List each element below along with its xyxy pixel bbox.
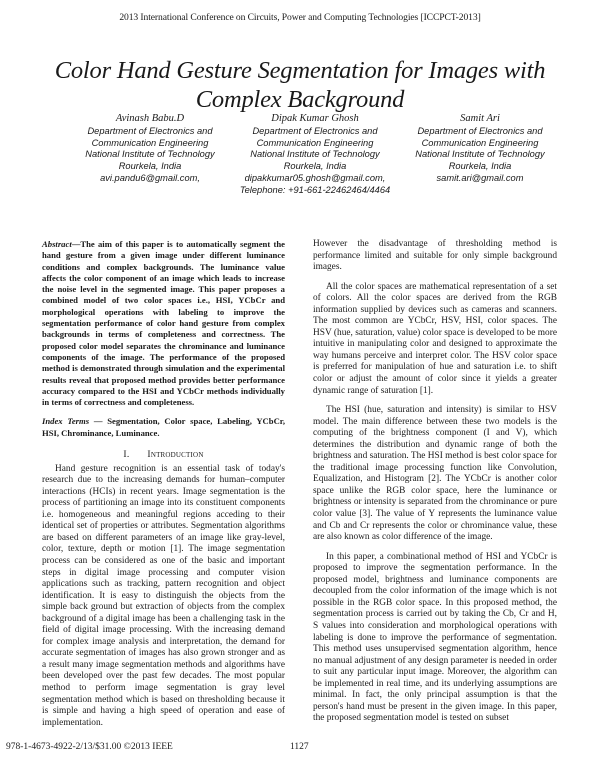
abstract — [42, 239, 285, 408]
author-location: Rourkela, India — [448, 161, 512, 172]
author-department: Department of Electronics and — [252, 125, 378, 136]
paragraph: The HSI (hue, saturation and intensity) is similar to HSV model. The main difference between these two models is the computing of the brightness component (I and V), which determines the distribution and dynamic range of both the brightness and saturation. The HSI method is best color space for the traditional image processing function like Convolution, Equalization, and Histogram [2]. The YCbCr is another color space unlike the RGB color space, here the luminance or brightness or intensity is separated from the chrominance or pure color value [3]. The value of Y represents the luminance value and Cb and Cr represents the color or chrominance value, these are also known as color difference of the image. — [313, 405, 558, 543]
right-column — [313, 239, 557, 725]
index-terms — [42, 416, 285, 439]
author-department: Department of Electronics and — [417, 125, 543, 136]
author-institute: National Institute of Technology — [85, 149, 215, 160]
abstract-text: —The aim of this paper is to automatically segment the hand gesture from a given image under different luminance conditions and complex backgrounds. The luminance value affects the color component of an image which leads to increase the noise level in the segmented image. This paper proposes a combined model of two color spaces i.e., HSI, YCbCr and morphological operations with labeling to improve the segmentation performance of color hand gesture from complex backgrounds in terms of completeness and correctness. The proposed color model separates the chrominance and luminance components of the image. The performance of the proposed method is demonstrated through simulation and the experimental results reveal that proposed method provides better performance accuracy compared to the HSI and YCbCr methods individually in terms of correctness and completeness. — [42, 239, 285, 408]
index-terms-label: Index Terms — [42, 416, 90, 427]
author-department: Department of Electronics and — [87, 125, 213, 136]
paragraph: Hand gesture recognition is an essential task of today's research due to the increasing demands for human–computer interactions (HCIs) in recent years. Image segmentation is the process of partitioning an image into its constituent components i.e. homogeneous and meaningful regions acceding to their identical set of properties or attributes. Segmentation algorithms are based on different parameters of an image like gray-level, color, texture, depth or motion [1]. The image segmentation process can be considered as one of the basic and important steps in digital image processing and computer vision applications such as tracking, pattern recognition and object identification. It is easy to distinguish the objects from the simple back ground but extraction of objects from the complex background of a digital image has been a challenging task in the field of digital image processing. With the increasing demand for complex image analysis and interpretation, the demand for accurate segmentation of images has also grown stronger and as a result many image segmentation methods and algorithms have been developed over the past few decades. The most popular method to perform image segmentation is gray level segmentation method which is based on thresholding because it is simple and having a high speed of operation and ease of implementation. — [42, 463, 285, 728]
abstract-label: Abstract — [42, 239, 72, 249]
author-3 — [400, 113, 560, 197]
author-institute: National Institute of Technology — [415, 149, 545, 160]
author-email: dipakkumar05.ghosh@gmail.com, — [244, 172, 386, 183]
author-name: Samit Ari — [460, 113, 500, 124]
left-column — [42, 239, 285, 729]
section-title: Introduction — [147, 449, 204, 461]
author-phone: Telephone: +91-661-22462464/4464 — [239, 184, 391, 195]
author-department: Communication Engineering — [91, 137, 209, 148]
author-institute: National Institute of Technology — [250, 149, 380, 160]
title-line-2: Complex Background — [195, 86, 405, 113]
paper-title — [30, 56, 570, 114]
author-location: Rourkela, India — [283, 161, 347, 172]
author-email: samit.ari@gmail.com — [436, 172, 524, 183]
title-line-1: Color Hand Gesture Segmentation for Images with — [54, 57, 546, 84]
author-name: Dipak Kumar Ghosh — [271, 113, 359, 124]
section-number: I. — [123, 449, 130, 461]
author-name: Avinash Babu.D — [115, 113, 185, 124]
author-location: Rourkela, India — [118, 161, 182, 172]
section-heading — [42, 449, 285, 461]
paragraph: However the disadvantage of thresholding method is performance limited and suitable for only simple background images. — [313, 239, 557, 273]
author-department: Communication Engineering — [256, 137, 374, 148]
author-block — [70, 113, 560, 197]
copyright-footer: 978-1-4673-4922-2/13/$31.00 ©2013 IEEE — [6, 742, 173, 752]
page-number: 1127 — [290, 742, 309, 752]
paragraph: In this paper, a combinational method of HSI and YCbCr is proposed to improve the segmentation performance. In the proposed model, brightness and luminance components are decoupled from the color information of the image which is not possible in the RGB color space. In this proposed method, the segmentation process is carried out by taking the Cb, Cr and H, S values into consideration and morphological operations with labeling is done to improve the performance of segmentation. This method uses unsupervised segmentation algorithm, hence no manual adjustment of any design parameter is needed in order to suit any particular input image. Moreover, the algorithm can be implemented in real time, and its underlying assumptions are minimal. In fact, the only principal assumption is that the person's hand must be present in the given image. In this paper, the proposed segmentation model is tested on subset — [313, 551, 557, 724]
conference-header: 2013 International Conference on Circuits, Power and Computing Technologies [ICCPCT-2013] — [119, 12, 481, 23]
paragraph: All the color spaces are mathematical representation of a set of colors. All the color spaces are derived from the RGB information supplied by devices such as cameras and scanners. The most common are YCbCr, HSV, HSI, color spaces. The HSV (hue, saturation, value) color space is developed to be more intuitive in manipulating color and designed to approximate the way humans perceive and interpret color. The HSV color space is preferred for manipulation of hue and saturation i.e. to shift color or adjust the amount of color since it yields a greater dynamic range of saturation [1]. — [313, 281, 557, 396]
index-terms-text: — Segmentation, Color space, Labeling, YCbCr, HSI, Chrominance, Luminance. — [42, 416, 285, 438]
author-department: Communication Engineering — [421, 137, 539, 148]
author-2 — [235, 113, 395, 197]
author-email: avi.pandu6@gmail.com, — [100, 172, 200, 183]
author-1 — [70, 113, 230, 197]
